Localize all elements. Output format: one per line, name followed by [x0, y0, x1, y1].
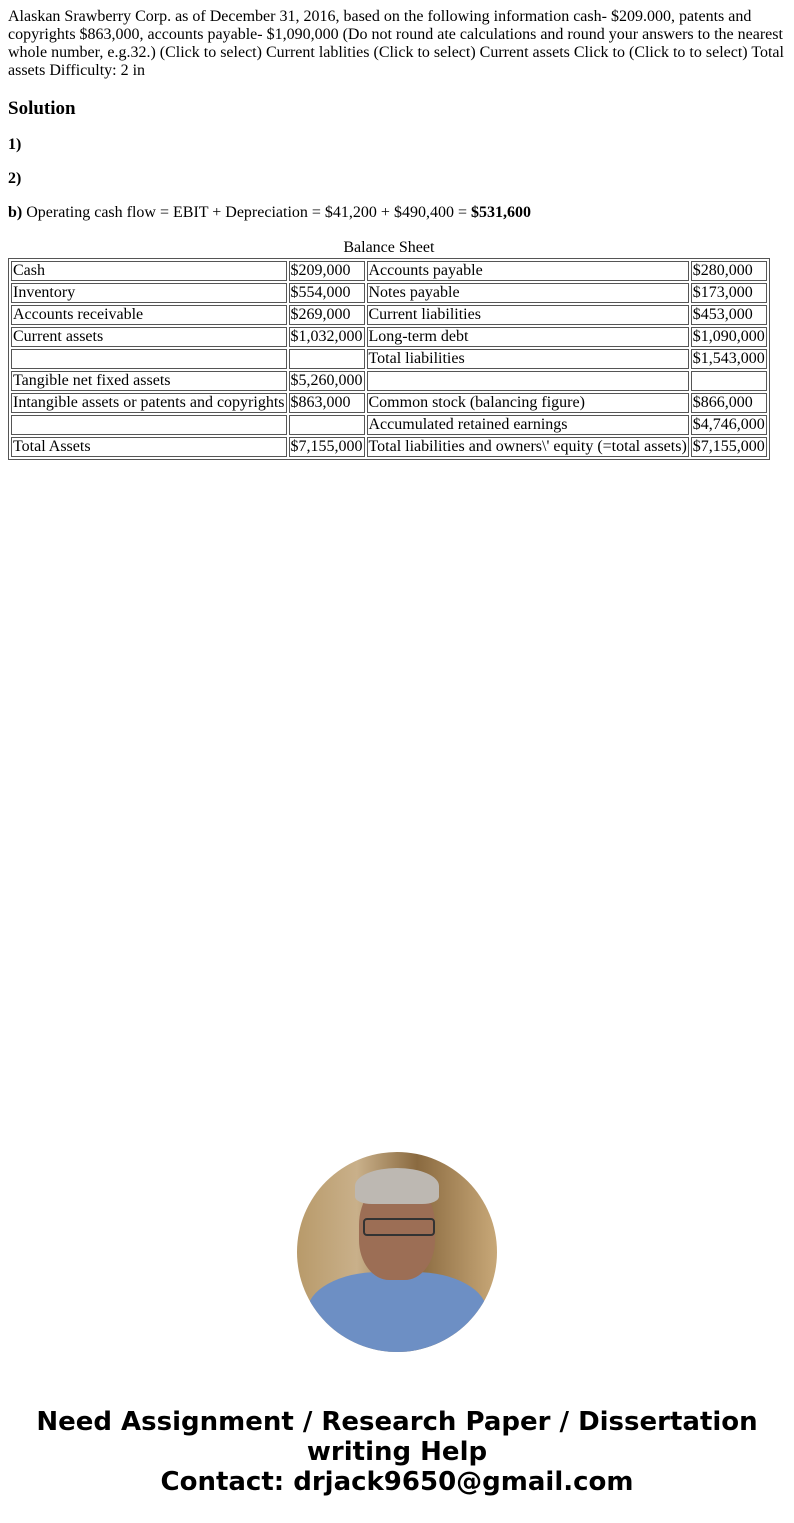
table-cell: $863,000 [289, 393, 365, 413]
table-cell: $554,000 [289, 283, 365, 303]
contact-email: Contact: drjack9650@gmail.com [160, 1467, 634, 1497]
table-cell: Accounts payable [367, 261, 689, 281]
table-row [11, 437, 767, 457]
table-row [11, 327, 767, 347]
table-cell: $453,000 [691, 305, 767, 325]
table-row [11, 371, 767, 391]
part-b-label: b) [8, 204, 23, 221]
table-cell: $866,000 [691, 393, 767, 413]
table-cell: Total Assets [11, 437, 287, 457]
table-cell: $209,000 [289, 261, 365, 281]
table-row [11, 283, 767, 303]
table-cell: $7,155,000 [290, 438, 363, 455]
table-row [11, 393, 767, 413]
table-caption: Balance Sheet [343, 239, 435, 256]
table-cell: $5,260,000 [290, 372, 363, 389]
table-row [11, 415, 767, 435]
table-cell: $1,032,000 [290, 328, 363, 345]
step-2: 2) [8, 170, 22, 187]
question-text: Alaskan Srawberry Corp. as of December 31, 2016, based on the following information cash- $209.000, patents and copyrights $863,000, accounts payable- $1,090,000 (Do not round ate calculations and round your answers to the nearest whole number, e.g.32.) (Click to select) Current lablities (Click to select) Current assets Click to (Click to to select) Total assets Difficulty: 2 in [8, 8, 784, 79]
table-cell: Total liabilities [367, 349, 689, 369]
step-1: 1) [8, 136, 22, 153]
table-cell: Current liabilities [367, 305, 689, 325]
table-cell: $7,155,000 [692, 438, 765, 455]
balance-sheet-table [8, 238, 770, 460]
table-cell [367, 371, 689, 391]
table-row [11, 261, 767, 281]
table-cell: $1,543,000 [692, 350, 765, 367]
table-cell: Tangible net fixed assets [11, 371, 287, 391]
table-cell: $269,000 [289, 305, 365, 325]
table-cell: Accounts receivable [11, 305, 287, 325]
table-cell [691, 371, 767, 391]
author-avatar [297, 1152, 497, 1352]
help-text: Need Assignment / Research Paper / Dissertation writing Help [36, 1407, 758, 1467]
solution-heading: Solution [8, 98, 76, 119]
table-cell: Current assets [11, 327, 287, 347]
table-cell: $280,000 [691, 261, 767, 281]
table-cell: Long-term debt [367, 327, 689, 347]
glasses-icon [363, 1218, 435, 1236]
table-cell: Notes payable [367, 283, 689, 303]
table-cell [289, 349, 365, 369]
table-cell: Inventory [11, 283, 287, 303]
table-cell [11, 415, 287, 435]
table-cell: Intangible assets or patents and copyrights [13, 394, 285, 411]
table-cell [289, 415, 365, 435]
part-b [8, 204, 786, 222]
table-cell: $1,090,000 [692, 328, 765, 345]
table-cell: $4,746,000 [692, 416, 765, 433]
table-row [11, 305, 767, 325]
table-cell: Cash [11, 261, 287, 281]
table-cell: Total liabilities and owners\' equity (=total assets) [368, 438, 687, 455]
part-b-result: $531,600 [470, 204, 531, 221]
table-cell: Common stock (balancing figure) [367, 393, 689, 413]
table-cell: $173,000 [691, 283, 767, 303]
table-row [11, 349, 767, 369]
part-b-text: Operating cash flow = EBIT + Depreciation = $41,200 + $490,400 = [22, 204, 471, 221]
table-cell: Accumulated retained earnings [367, 415, 689, 435]
table-cell [11, 349, 287, 369]
contact-banner [8, 1407, 786, 1497]
